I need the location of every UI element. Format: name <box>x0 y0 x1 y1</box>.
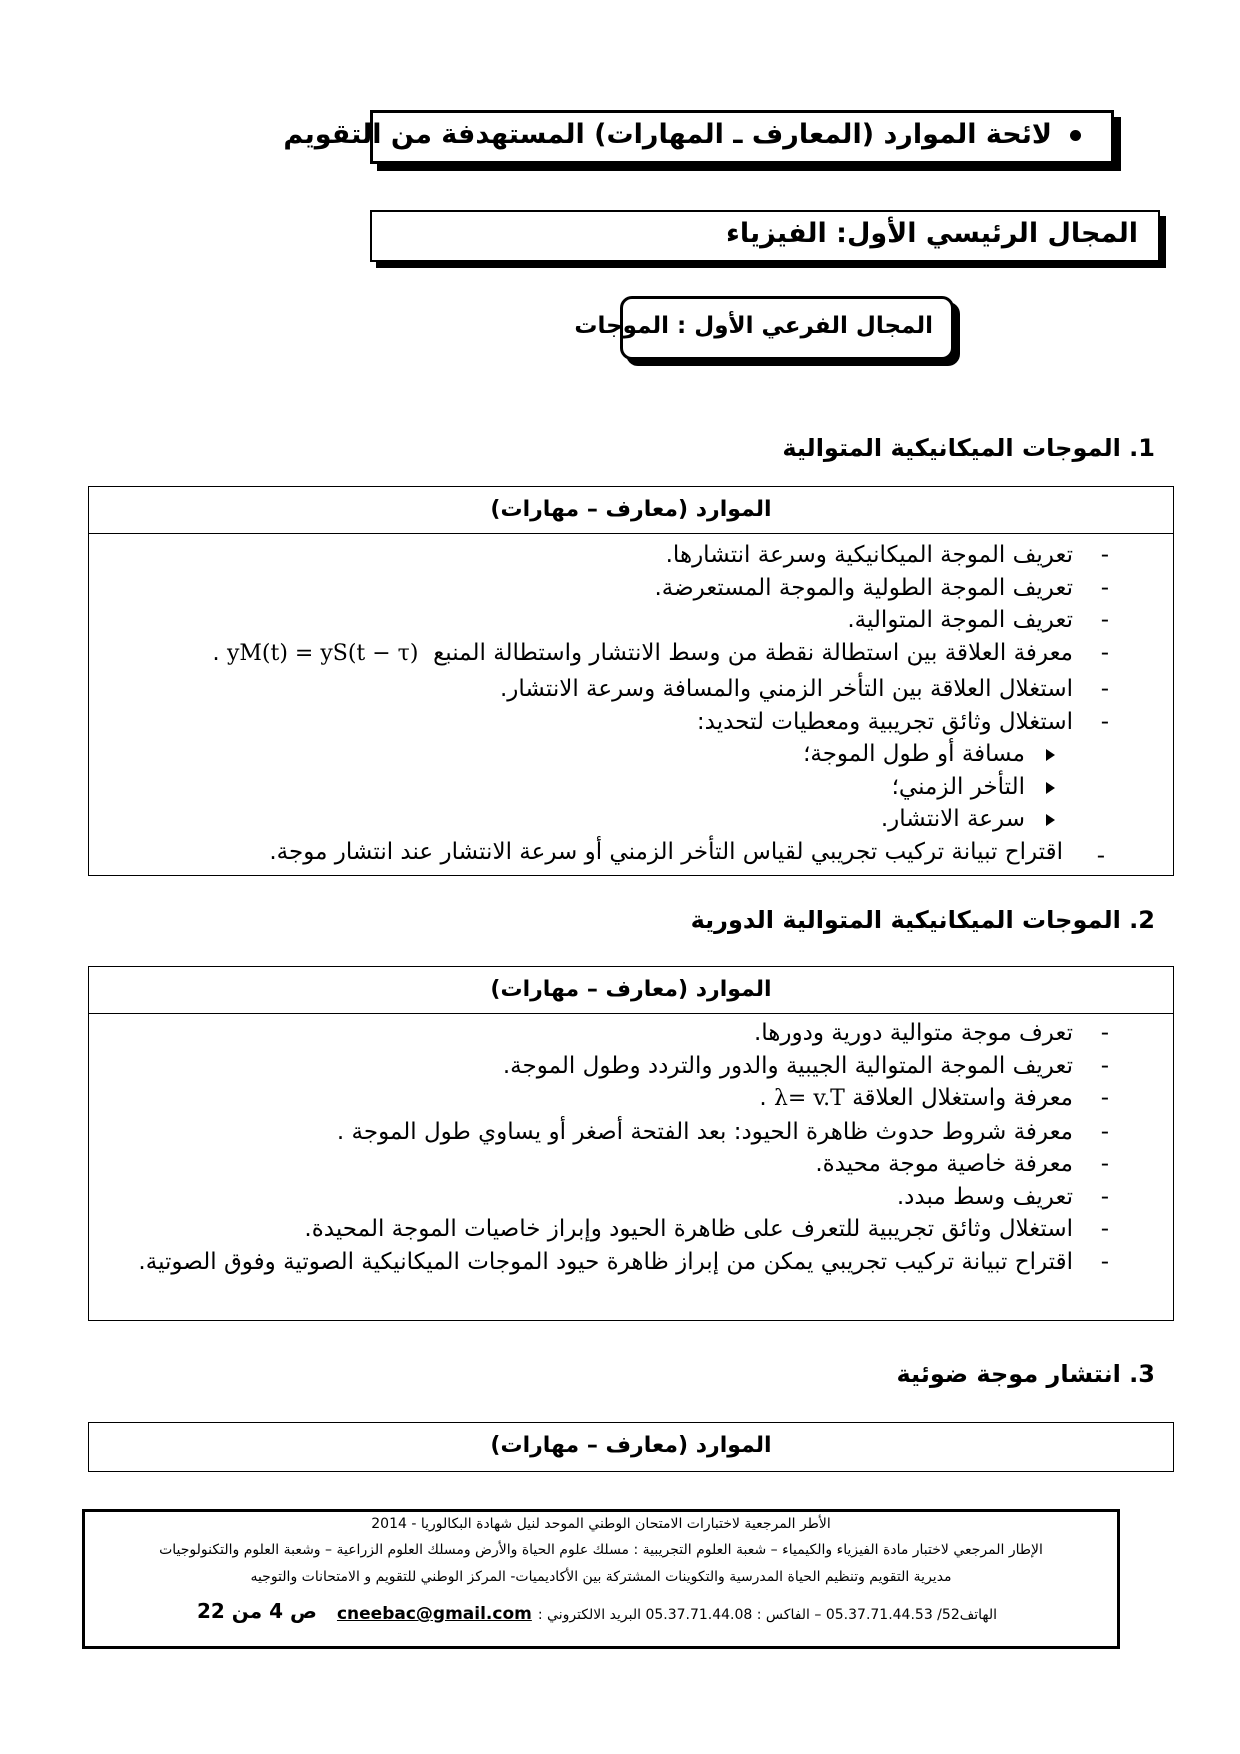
section-2-list <box>89 1017 1173 1278</box>
triangle-bullet-icon <box>1046 749 1055 761</box>
footer-contact: الهاتف52/ 05.37.71.44.53 – الفاكس : 05.37.71.44.08 البريد الالكتروني :cneebac@gmail.com <box>336 1604 997 1624</box>
page-footer <box>82 1509 1120 1649</box>
list-item: - معرفة واستغلال العلاقة λ= v.T . <box>759 1085 1109 1111</box>
propagation-formula: yM(t) = yS(t − τ) <box>226 640 419 666</box>
sub-list-item: مسافة أو طول الموجة؛ <box>89 738 1173 771</box>
triangle-bullet-icon <box>1046 782 1055 794</box>
section-1-title: 1. الموجات الميكانيكية المتوالية <box>782 434 1155 462</box>
table-header: الموارد (معارف – مهارات) <box>89 967 1173 1014</box>
sub-list-item: التأخر الزمني؛ <box>89 771 1173 804</box>
main-domain-box <box>370 210 1160 262</box>
table-header: الموارد (معارف – مهارات) <box>89 487 1173 534</box>
footer-line-2: الإطار المرجعي لاختبار مادة الفيزياء والكيمياء – شعبة العلوم التجريبية : مسلك علوم الحياة والأرض ومسلك العلوم الزراعية – وشعبة العلوم والتكنولوجيات <box>159 1542 1043 1558</box>
footer-line-3: مديرية التقويم وتنظيم الحياة المدرسية والتكوينات المشتركة بين الأكاديميات- المركز الوطني للتقويم و الامتحانات والتوجيه <box>250 1569 952 1585</box>
section-2-table <box>88 966 1174 1321</box>
list-item: - تعريف الموجة الطولية والموجة المستعرضة. <box>654 574 1109 601</box>
list-item: - تعريف الموجة الميكانيكية وسرعة انتشارها. <box>665 542 1109 568</box>
section-3-table <box>88 1422 1174 1472</box>
triangle-bullet-icon <box>1046 814 1055 826</box>
list-item: - تعريف الموجة المتوالية. <box>847 607 1109 633</box>
list-item: - معرفة شروط حدوث ظاهرة الحيود: بعد الفتحة أصغر أو يساوي طول الموجة . <box>336 1118 1109 1145</box>
list-item: - معرفة العلاقة بين استطالة نقطة من وسط الانتشار واستطالة المنبع yM(t) = yS(t − τ) . <box>212 639 1109 666</box>
footer-line-1: الأطر المرجعية لاختبارات الامتحان الوطني الموحد لنيل شهادة البكالوريا - 2014 <box>371 1516 831 1532</box>
list-item: - معرفة خاصية موجة محيدة. <box>815 1151 1109 1177</box>
sub-list-item: سرعة الانتشار. <box>89 803 1173 836</box>
bullet-icon <box>1070 130 1081 141</box>
list-item: - استغلال وثائق تجريبية للتعرف على ظاهرة الحيود وإبراز خاصيات الموجة المحيدة. <box>304 1216 1109 1242</box>
section-1-list <box>89 539 1173 868</box>
wavelength-formula: λ= v.T <box>773 1086 845 1111</box>
main-domain-title: المجال الرئيسي الأول: الفيزياء <box>726 218 1138 249</box>
list-item: - تعريف وسط مبدد. <box>896 1183 1109 1210</box>
sub-domain-title: المجال الفرعي الأول : الموجات <box>574 313 933 339</box>
footer-email-link[interactable]: cneebac@gmail.com <box>336 1604 532 1624</box>
list-item: - اقتراح تبيانة تركيب تجريبي يمكن من إبراز ظاهرة حيود الموجات الميكانيكية الصوتية وفوق الصوتية. <box>138 1248 1109 1275</box>
resources-list-title: لائحة الموارد (المعارف ـ المهارات) المستهدفة من التقويم <box>283 119 1081 150</box>
list-item: - استغلال وثائق تجريبية ومعطيات لتحديد: <box>696 708 1109 735</box>
list-item: - تعرف موجة متوالية دورية ودورها. <box>753 1020 1109 1046</box>
section-3-title: 3. انتشار موجة ضوئية <box>896 1360 1155 1388</box>
table-header: الموارد (معارف – مهارات) <box>490 1433 772 1458</box>
list-item: - استغلال العلاقة بين التأخر الزمني والمسافة وسرعة الانتشار. <box>499 676 1109 702</box>
section-1-table <box>88 486 1174 876</box>
resources-list-header-box <box>283 110 1114 164</box>
list-item: - تعريف الموجة المتوالية الجيبية والدور والتردد وطول الموجة. <box>502 1052 1109 1079</box>
section-2-title: 2. الموجات الميكانيكية المتوالية الدورية <box>690 906 1155 934</box>
sub-domain-box <box>574 296 954 360</box>
page-number: ص 4 من 22 <box>197 1599 317 1623</box>
list-item: - اقتراح تبيانة تركيب تجريبي لقياس التأخر الزمني أو سرعة الانتشار عند انتشار موجة. <box>269 838 1105 869</box>
